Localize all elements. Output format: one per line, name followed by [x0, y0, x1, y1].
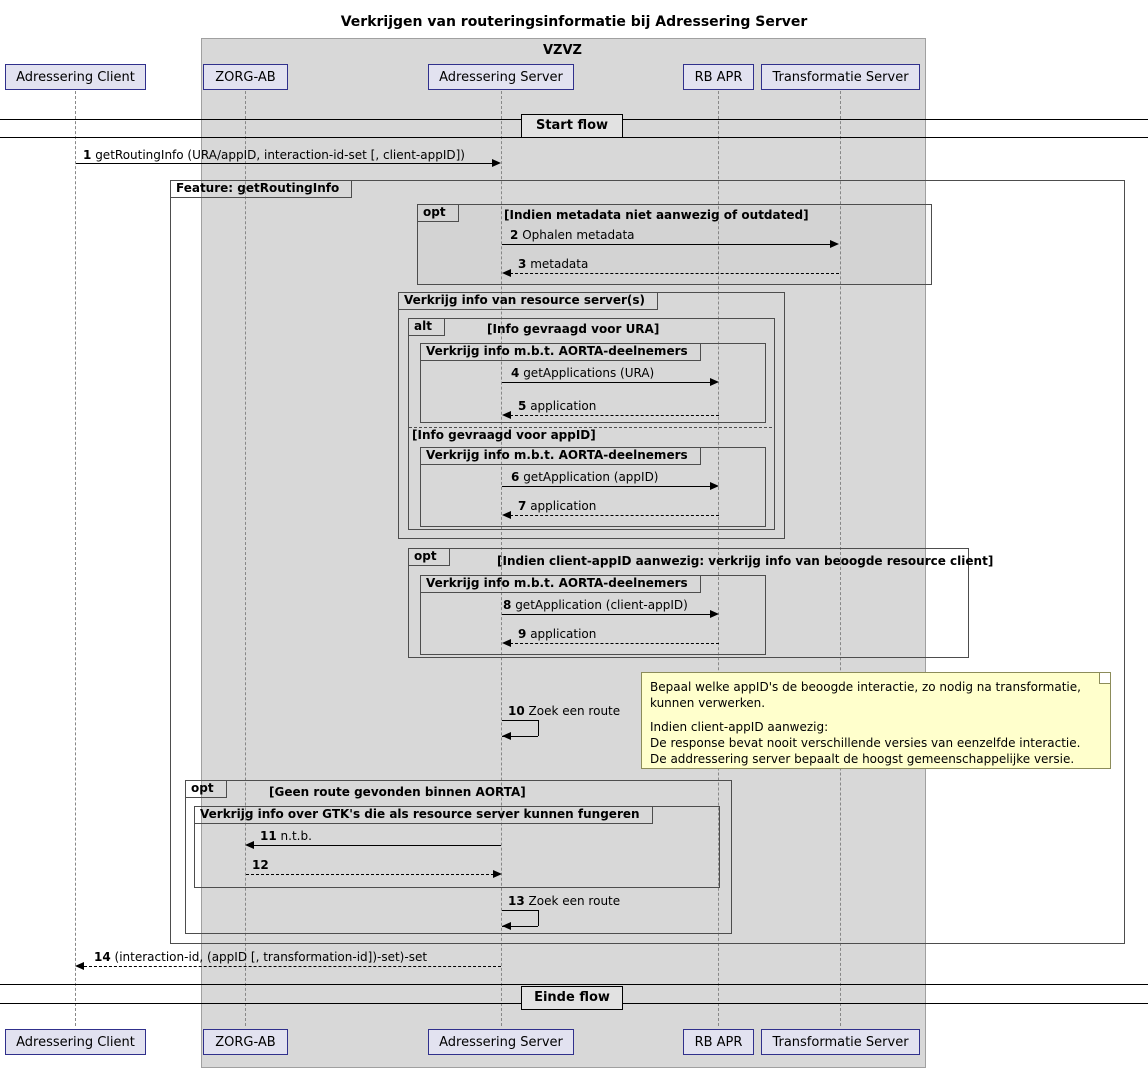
message-10-text: Zoek een route [528, 704, 621, 718]
message-9-arrow [510, 643, 719, 644]
separator-start-flow: Start flow [521, 114, 623, 138]
message-9-label [518, 627, 596, 641]
message-12-number: 12 [252, 858, 269, 872]
message-2-arrow [502, 244, 831, 245]
frame-alt-info-condition-1: [Info gevraagd voor URA] [487, 322, 660, 336]
participant-transformatie-server-top[interactable]: Transformatie Server [761, 64, 920, 90]
message-7-text: application [530, 499, 597, 513]
message-6-arrowhead [710, 482, 719, 490]
lifeline-adressering-client [75, 91, 76, 1026]
message-4-arrowhead [710, 378, 719, 386]
note-line-2: kunnen verwerken. [650, 696, 766, 710]
message-7-label [518, 499, 596, 513]
message-13-selfloop-top [502, 910, 538, 911]
message-2-arrowhead [830, 240, 839, 248]
frame-alt-info-tab: alt [408, 318, 445, 336]
message-8-label [503, 598, 688, 612]
message-6-text: getApplication (appID) [523, 470, 659, 484]
message-1-label [83, 148, 465, 162]
participant-zorg-ab-top[interactable]: ZORG-AB [203, 64, 288, 90]
message-6-label [511, 470, 659, 484]
message-10-number: 10 [508, 704, 525, 718]
message-12-arrowhead [493, 870, 502, 878]
participant-rb-apr-top[interactable]: RB APR [683, 64, 754, 90]
message-4-text: getApplications (URA) [523, 366, 655, 380]
frame-verkrijg-gtk-tab: Verkrijg info over GTK's die als resource server kunnen fungeren [194, 806, 653, 824]
frame-opt-client-appid-tab: opt [408, 548, 450, 566]
message-13-number: 13 [508, 894, 525, 908]
message-10-selfloop-top [502, 720, 538, 721]
participant-zorg-ab-bottom[interactable]: ZORG-AB [203, 1029, 288, 1055]
note-line-6: De addressering server bepaalt de hoogst gemeenschappelijke versie. [650, 752, 1075, 766]
message-2-label [510, 228, 635, 242]
message-11-text: n.t.b. [280, 829, 312, 843]
message-3-arrow [510, 273, 839, 274]
message-3-label [518, 257, 588, 271]
participant-adressering-client-bottom[interactable]: Adressering Client [5, 1029, 146, 1055]
message-1-number: 1 [83, 148, 92, 162]
participant-adressering-server-top[interactable]: Adressering Server [428, 64, 574, 90]
frame-alt-info-condition-2: [Info gevraagd voor appID] [412, 428, 596, 442]
message-5-text: application [530, 399, 597, 413]
participant-transformatie-server-bottom[interactable]: Transformatie Server [761, 1029, 920, 1055]
message-3-number: 3 [518, 257, 527, 271]
message-12-label [252, 858, 269, 872]
message-11-arrow [253, 845, 501, 846]
message-8-arrowhead [710, 610, 719, 618]
message-2-number: 2 [510, 228, 519, 242]
note-line-1: Bepaal welke appID's de beoogde interactie, zo nodig na transformatie, [650, 680, 1081, 694]
frame-verkrijg-info-resource-servers-tab: Verkrijg info van resource server(s) [398, 292, 658, 310]
message-8-number: 8 [503, 598, 512, 612]
message-9-number: 9 [518, 627, 527, 641]
frame-opt-geen-route-tab: opt [185, 780, 227, 798]
message-4-label [511, 366, 654, 380]
frame-opt-metadata-condition: [Indien metadata niet aanwezig of outdated] [504, 208, 809, 222]
message-10-selfloop-right [538, 720, 539, 736]
message-3-arrowhead [502, 269, 511, 277]
note-appid-transformatie [641, 672, 1111, 769]
message-11-arrowhead [245, 841, 254, 849]
message-3-text: metadata [530, 257, 589, 271]
message-4-arrow [502, 382, 711, 383]
message-14-arrow [84, 966, 501, 967]
message-14-label [94, 950, 427, 964]
message-6-arrow [502, 486, 711, 487]
message-5-number: 5 [518, 399, 527, 413]
message-2-text: Ophalen metadata [522, 228, 635, 242]
message-14-text: (interaction-id, (appID [, transformation-id])-set)-set [114, 950, 428, 964]
message-9-arrowhead [502, 639, 511, 647]
message-11-number: 11 [260, 829, 277, 843]
frame-verkrijg-aorta-1-tab: Verkrijg info m.b.t. AORTA-deelnemers [420, 343, 701, 361]
participant-adressering-server-bottom[interactable]: Adressering Server [428, 1029, 574, 1055]
message-14-number: 14 [94, 950, 111, 964]
note-line-5: De response bevat nooit verschillende versies van eenzelfde interactie. [650, 736, 1081, 750]
message-10-label [508, 704, 620, 718]
frame-feature-getroutinginfo-tab: Feature: getRoutingInfo [170, 180, 352, 198]
participant-group-label: VZVZ [543, 43, 582, 58]
message-13-text: Zoek een route [528, 894, 621, 908]
message-8-text: getApplication (client-appID) [515, 598, 688, 612]
frame-verkrijg-aorta-3-tab: Verkrijg info m.b.t. AORTA-deelnemers [420, 575, 701, 593]
note-line-4: Indien client-appID aanwezig: [650, 720, 829, 734]
message-7-number: 7 [518, 499, 527, 513]
message-14-arrowhead [75, 962, 84, 970]
message-11-label [260, 829, 312, 843]
message-1-arrowhead [492, 159, 501, 167]
message-13-selfloop-right [538, 910, 539, 926]
note-fold-icon [1099, 673, 1110, 684]
frame-opt-client-appid-condition: [Indien client-appID aanwezig: verkrijg info van beoogde resource client] [497, 554, 994, 568]
message-13-arrowhead [502, 922, 511, 930]
message-13-label [508, 894, 620, 908]
diagram-title: Verkrijgen van routeringsinformatie bij Adressering Server [340, 14, 808, 30]
participant-adressering-client-top[interactable]: Adressering Client [5, 64, 146, 90]
note-line-3 [650, 711, 1102, 719]
message-8-arrow [502, 614, 711, 615]
frame-verkrijg-aorta-2-tab: Verkrijg info m.b.t. AORTA-deelnemers [420, 447, 701, 465]
frame-opt-geen-route-condition: [Geen route gevonden binnen AORTA] [269, 785, 526, 799]
message-7-arrowhead [502, 511, 511, 519]
message-7-arrow [510, 515, 719, 516]
message-9-text: application [530, 627, 597, 641]
message-4-number: 4 [511, 366, 520, 380]
message-1-text: getRoutingInfo (URA/appID, interaction-id-set [, client-appID]) [95, 148, 465, 162]
separator-end-line-top [0, 984, 1148, 985]
message-5-label [518, 399, 596, 413]
participant-rb-apr-bottom[interactable]: RB APR [683, 1029, 754, 1055]
message-5-arrowhead [502, 411, 511, 419]
message-5-arrow [510, 415, 719, 416]
message-1-arrow [76, 163, 493, 164]
message-12-arrow [246, 874, 494, 875]
message-6-number: 6 [511, 470, 520, 484]
frame-opt-metadata-tab: opt [417, 204, 459, 222]
separator-einde-flow: Einde flow [521, 986, 623, 1010]
message-10-arrowhead [502, 732, 511, 740]
